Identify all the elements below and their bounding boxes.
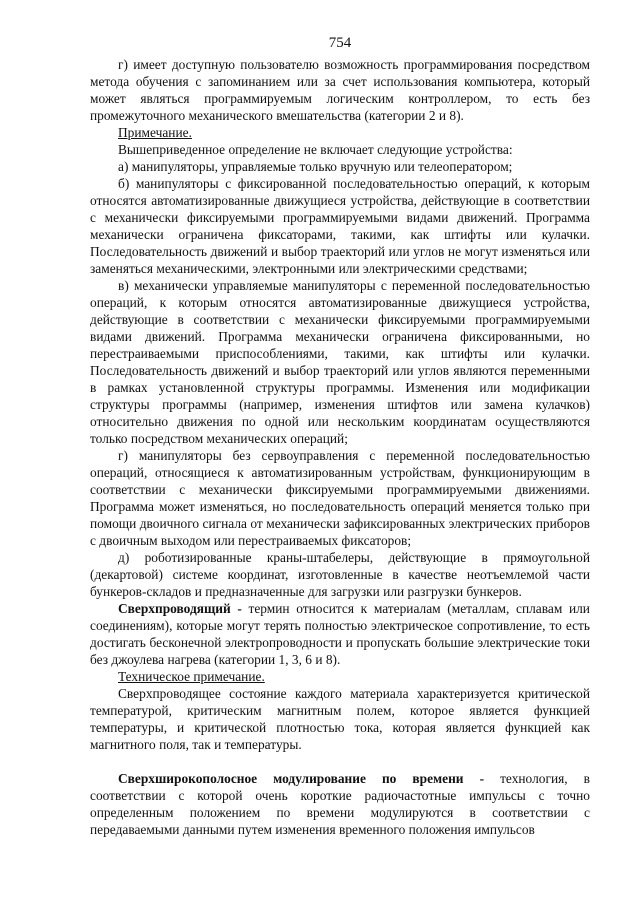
note-item-a: а) манипуляторы, управляемые только вручную или телеоператором; [118,159,513,174]
note-item-v: в) механически управляемые манипуляторы с переменной последовательностью операций, к которым относятся автоматизированные движущиеся устройства, действующие в соответствии с механически фиксируемыми программируемыми видами движений. Программа механически ограничена фиксированными, но перестраиваемыми приспособлениями, такими, как штифты или кулачки. Последовательность движений и выбор траекторий или углов являются переменными в рамках установленной структуры программы. Изменения или модификации структуры программы (например, изменения штифтов или замена кулачков) относительно движения по одной или нескольким координатам осуществляются только посредством механических операций; [90,278,590,446]
definition-superconducting-text: термин относится к материалам (металлам, сплавам или соединениям), которые могут терять полностью электрическое сопротивление, то есть достигать бесконечной электропроводности и пропускать большие электрические токи без джоулева нагрева (категории 1, 3, 6 и 8). [90,601,590,667]
definition-uwb [90,770,590,838]
page-number: 754 [328,35,352,51]
note-intro: Вышеприведенное определение не включает следующие устройства: [118,142,513,157]
tech-note-heading: Техническое примечание. [118,669,265,684]
spacer [90,753,590,770]
tech-note-text: Сверхпроводящее состояние каждого материала характеризуется критической температурой, критическим магнитным полем, которое является функцией температуры, и критической плотностью тока, которая является функцией как магнитного поля, так и температуры. [90,686,590,752]
term-superconducting: Сверхпроводящий - [118,601,242,616]
definition-superconducting [90,600,590,668]
term-uwb: Сверхширокополосное модулирование по времени - [118,771,485,786]
document-page [90,34,590,838]
note-item-d: д) роботизированные краны-штабелеры, действующие в прямоугольной (декартовой) системе координат, изготовленные в качестве неотъемлемой части бункеров-складов и предназначенные для загрузки или разгрузки бункеров. [90,550,590,599]
paragraph-definition-g: г) имеет доступную пользователю возможность программирования посредством метода обучения с запоминанием или за счет использования компьютера, который может являться программируемым логическим контроллером, то есть без промежуточного механического вмешательства (категории 2 и 8). [90,57,590,123]
note-item-g: г) манипуляторы без сервоуправления с переменной последовательностью операций, относящиеся к автоматизированным устройствам, функционирующим в соответствии с механически фиксируемыми программируемыми движениями. Программа может изменяться, но последовательность операций меняется только при помощи двоичного сигнала от механически зафиксированных электрических приборов с двоичным выходом или перестраиваемых фиксаторов; [90,448,590,548]
note-heading: Примечание. [118,125,192,140]
note-item-b: б) манипуляторы с фиксированной последовательностью операций, к которым относятся автоматизированные движущиеся устройства, действующие в соответствии с механически фиксируемыми программируемыми видами движений. Программа механически ограничена фиксаторами, такими, как штифты или кулачки. Последовательность движений и выбор траекторий или углов не могут изменяться или заменяться механическими, электронными или электрическими средствами; [90,176,590,276]
definition-uwb-text: технология, в соответствии с которой очень короткие радиочастотные импульсы с точно определенным положением по времени модулируются в соответствии с передаваемыми данными путем изменения временного положения импульсов [90,771,590,837]
